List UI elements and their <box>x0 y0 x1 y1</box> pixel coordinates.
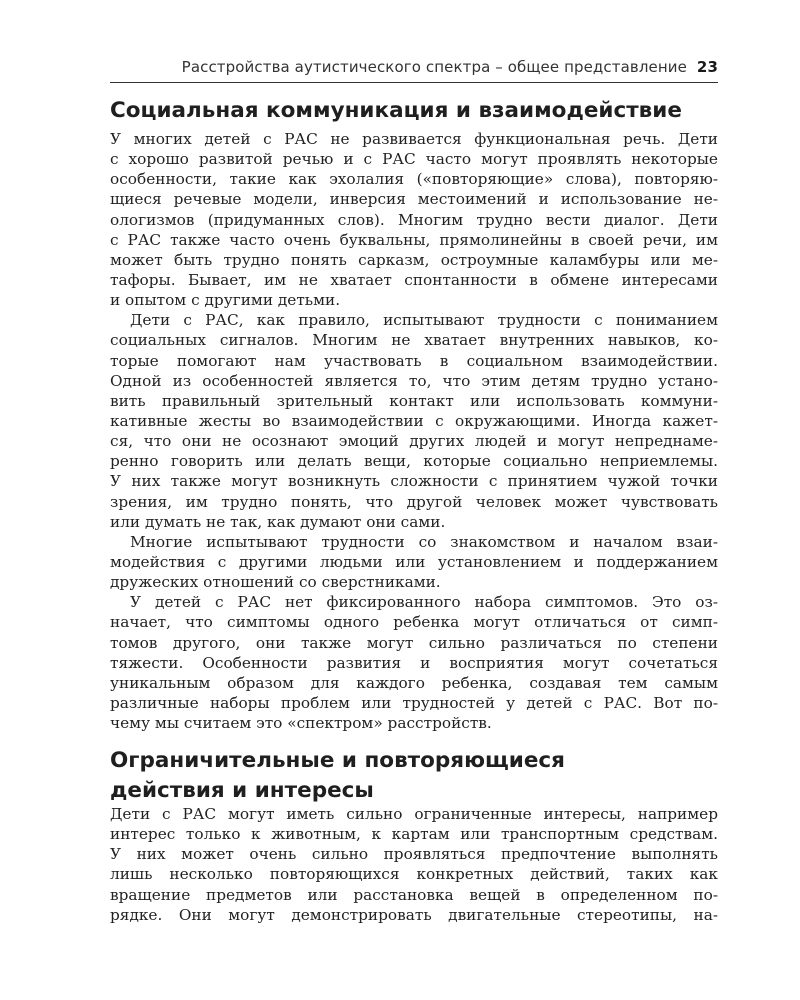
section-body-social-communication <box>110 129 718 733</box>
header-rule <box>110 82 718 83</box>
section-body-restricted-repetitive <box>110 804 718 925</box>
text-line: Одной из особенностей является то, что этим детям трудно устано- <box>110 371 718 390</box>
text-line: ологизмов (придуманных слов). Многим трудно вести диалог. Дети <box>110 210 718 229</box>
section-heading-restricted-repetitive <box>110 746 718 806</box>
section-heading-line-1: Ограничительные и повторяющиеся <box>110 748 565 773</box>
text-line: дружеских отношений со сверстниками. <box>110 573 441 592</box>
text-line: кативные жесты во взаимодействии с окружающими. Иногда кажет- <box>110 411 718 430</box>
section-heading-line-2: действия и интересы <box>110 778 374 803</box>
text-line: тяжести. Особенности развития и восприятия могут сочетаться <box>110 653 718 672</box>
text-line: начает, что симптомы одного ребенка могут отличаться от симп- <box>110 613 718 632</box>
text-line: вращение предметов или расстановка вещей в определенном по- <box>110 885 718 904</box>
text-line: Дети с РАС могут иметь сильно ограниченные интересы, например <box>110 805 718 823</box>
running-header <box>110 58 718 76</box>
text-line: может быть трудно понять сарказм, остроумные каламбуры или ме- <box>110 250 718 269</box>
running-title: Расстройства аутистического спектра – общее представление <box>181 58 687 76</box>
text-line: торые помогают нам участвовать в социальном взаимодействии. <box>110 351 718 370</box>
page-number: 23 <box>696 58 718 76</box>
text-line: или думать не так, как думают они сами. <box>110 512 446 531</box>
text-line: лишь несколько повторяющихся конкретных действий, таких как <box>110 865 718 884</box>
text-line: чему мы считаем это «спектром» расстройств. <box>110 714 492 733</box>
text-line: уникальным образом для каждого ребенка, создавая тем самым <box>110 673 718 692</box>
text-line: зрения, им трудно понять, что другой человек может чувствовать <box>110 492 718 511</box>
text-line: и опытом с другими детьми. <box>110 291 341 310</box>
text-line: тафоры. Бывает, им не хватает спонтанности в обмене интересами <box>110 270 718 289</box>
text-line: томов другого, они также могут сильно различаться по степени <box>110 633 718 652</box>
text-line: У многих детей с РАС не развивается функциональная речь. Дети <box>110 130 718 148</box>
text-line: с хорошо развитой речью и с РАС часто могут проявлять некоторые <box>110 150 718 169</box>
text-line: щиеся речевые модели, инверсия местоимений и использование не- <box>110 190 718 209</box>
text-line: социальных сигналов. Многим не хватает внутренних навыков, ко- <box>110 331 718 350</box>
text-line: Дети с РАС, как правило, испытывают трудности с пониманием <box>130 311 718 330</box>
text-line: ся, что они не осознают эмоций других людей и могут непреднаме- <box>110 432 718 451</box>
text-line: У детей с РАС нет фиксированного набора симптомов. Это оз- <box>130 593 718 612</box>
section-heading-social-communication: Социальная коммуникация и взаимодействие <box>110 98 682 123</box>
text-line: особенности, такие как эхолалия («повторяющие» слова), повторяю- <box>110 170 718 189</box>
text-line: различные наборы проблем или трудностей у детей с РАС. Вот по- <box>110 693 718 712</box>
text-line: вить правильный зрительный контакт или использовать коммуни- <box>110 391 718 410</box>
text-line: модействия с другими людьми или установлением и поддержанием <box>110 552 718 571</box>
text-line: У них также могут возникнуть сложности с принятием чужой точки <box>110 472 718 491</box>
text-line: Многие испытывают трудности со знакомством и началом взаи- <box>130 532 718 551</box>
text-line: интерес только к животным, к картам или транспортным средствам. <box>110 825 718 844</box>
text-line: рядке. Они могут демонстрировать двигательные стереотипы, на- <box>110 905 718 924</box>
text-line: ренно говорить или делать вещи, которые социально неприемлемы. <box>110 452 718 471</box>
text-line: У них может очень сильно проявляться предпочтение выполнять <box>110 845 718 864</box>
text-line: с РАС также часто очень буквальны, прямолинейны в своей речи, им <box>110 230 718 249</box>
